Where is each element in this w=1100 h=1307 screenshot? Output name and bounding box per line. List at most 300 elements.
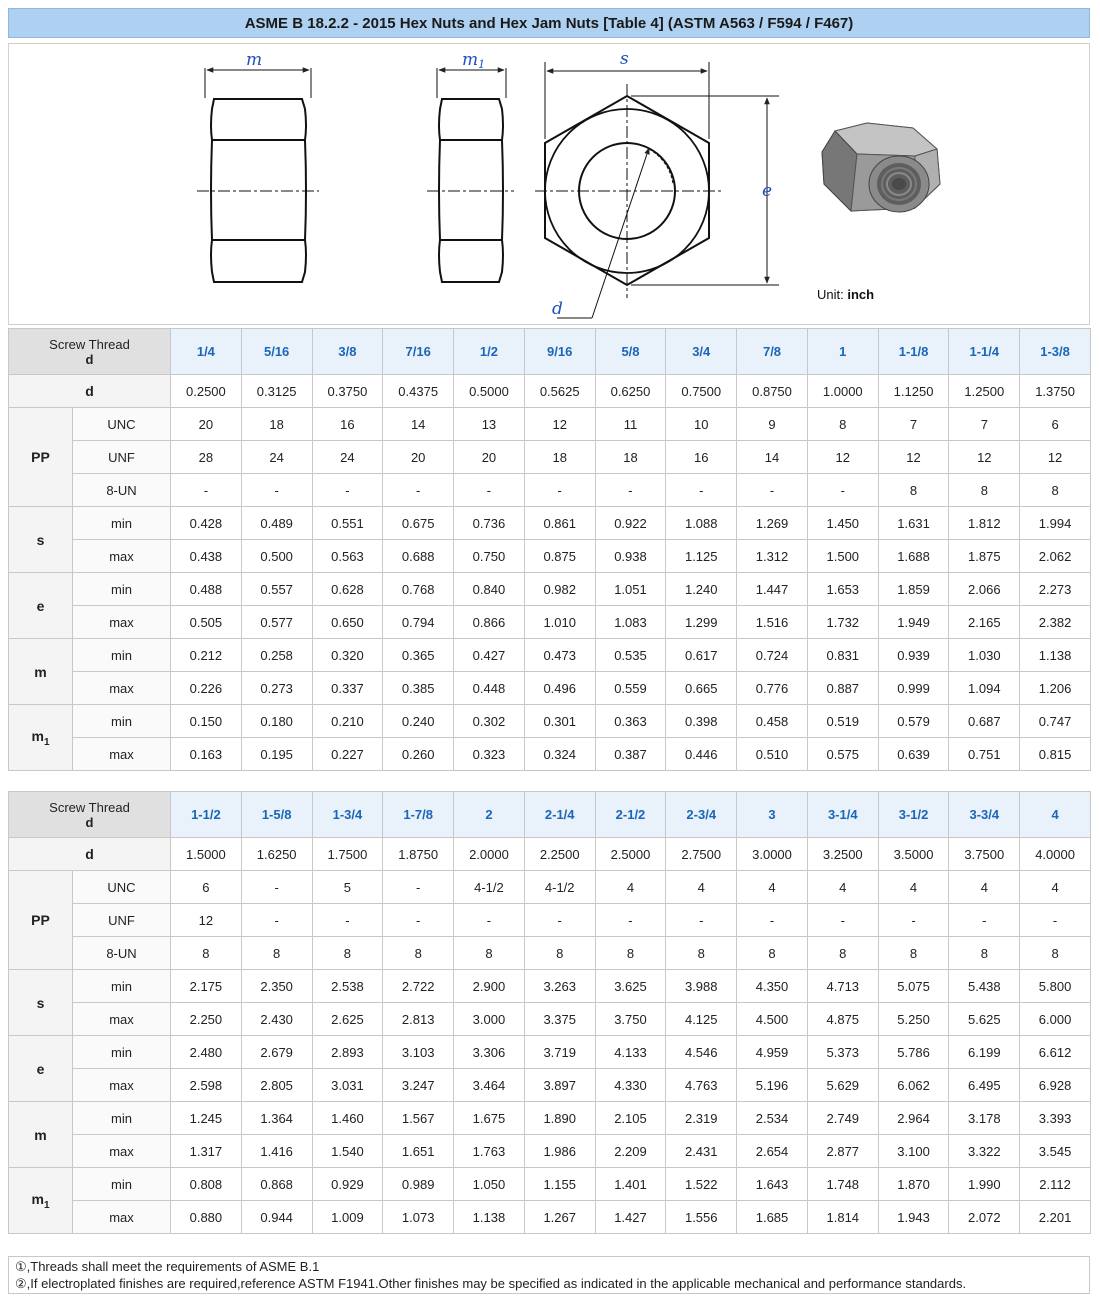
d-value: 3.7500 xyxy=(949,838,1020,871)
m1_max-value: 0.510 xyxy=(737,738,808,771)
e_max-value: 0.505 xyxy=(171,606,242,639)
spec-table-2 xyxy=(8,791,1091,1234)
e_max-value: 6.062 xyxy=(878,1069,949,1102)
e_max-value: 5.196 xyxy=(737,1069,808,1102)
e_max-value: 3.031 xyxy=(312,1069,383,1102)
m1_max-value: 2.072 xyxy=(949,1201,1020,1234)
s_max-value: 3.750 xyxy=(595,1003,666,1036)
sub-label-m1_min: min xyxy=(73,1168,171,1201)
e_min-value: 5.786 xyxy=(878,1036,949,1069)
m1-row xyxy=(9,1168,1091,1201)
unf-value: - xyxy=(737,904,808,937)
d-value: 2.2500 xyxy=(524,838,595,871)
d-value: 2.5000 xyxy=(595,838,666,871)
s_max-value: 1.688 xyxy=(878,540,949,573)
e_min-value: 4.959 xyxy=(737,1036,808,1069)
m_min-value: 0.831 xyxy=(807,639,878,672)
m1_max-value: 0.880 xyxy=(171,1201,242,1234)
s_max-value: 5.250 xyxy=(878,1003,949,1036)
size-header: 7/8 xyxy=(737,329,808,375)
m_min-value: 0.365 xyxy=(383,639,454,672)
unc-value: - xyxy=(383,871,454,904)
s_min-value: 1.088 xyxy=(666,507,737,540)
m_max-value: 0.559 xyxy=(595,672,666,705)
d-value: 0.5625 xyxy=(524,375,595,408)
m1_min-value: 0.519 xyxy=(807,705,878,738)
m_max-value: 0.337 xyxy=(312,672,383,705)
e_max-value: 3.897 xyxy=(524,1069,595,1102)
size-header: 1-3/4 xyxy=(312,792,383,838)
row-label-e: e xyxy=(9,573,73,639)
e_max-value: 0.794 xyxy=(383,606,454,639)
m_min-value: 1.567 xyxy=(383,1102,454,1135)
un8-value: - xyxy=(171,474,242,507)
un8-value: 8 xyxy=(171,937,242,970)
size-header: 3/4 xyxy=(666,329,737,375)
unc-value: 4 xyxy=(1020,871,1091,904)
unf-value: 12 xyxy=(949,441,1020,474)
m1_max-value: 0.446 xyxy=(666,738,737,771)
m1_min-value: 1.990 xyxy=(949,1168,1020,1201)
un8-value: 8 xyxy=(454,937,525,970)
e_min-value: 6.199 xyxy=(949,1036,1020,1069)
screw-thread-label: Screw Thread xyxy=(49,799,130,815)
sub-label-s_min: min xyxy=(73,507,171,540)
nut-drawings xyxy=(9,44,1089,324)
unf-value: 12 xyxy=(1020,441,1091,474)
s_min-value: 2.900 xyxy=(454,970,525,1003)
unc-value: 4 xyxy=(878,871,949,904)
row-label-d: d xyxy=(9,375,171,408)
e_min-value: 2.066 xyxy=(949,573,1020,606)
e_max-value: 2.165 xyxy=(949,606,1020,639)
un8-value: - xyxy=(383,474,454,507)
sub-label-unc: UNC xyxy=(73,408,171,441)
m_max-value: 3.100 xyxy=(878,1135,949,1168)
m_min-value: 2.319 xyxy=(666,1102,737,1135)
s_max-value: 1.500 xyxy=(807,540,878,573)
e_min-value: 6.612 xyxy=(1020,1036,1091,1069)
un8-value: 8 xyxy=(383,937,454,970)
unf-value: 16 xyxy=(666,441,737,474)
s_max-value: 3.000 xyxy=(454,1003,525,1036)
s_max-value: 0.563 xyxy=(312,540,383,573)
m_min-value: 1.890 xyxy=(524,1102,595,1135)
m1_min-value: 0.240 xyxy=(383,705,454,738)
e_max-value: 0.577 xyxy=(241,606,312,639)
m_min-value: 2.749 xyxy=(807,1102,878,1135)
sub-label-s_max: max xyxy=(73,1003,171,1036)
row-label-d: d xyxy=(9,838,171,871)
unf-value: 24 xyxy=(241,441,312,474)
unc-value: 8 xyxy=(807,408,878,441)
e_min-value: 2.480 xyxy=(171,1036,242,1069)
m1-base: m xyxy=(31,1190,44,1207)
s_min-value: 1.269 xyxy=(737,507,808,540)
m1_max-value: 0.751 xyxy=(949,738,1020,771)
unc-value: 4-1/2 xyxy=(524,871,595,904)
m1_max-value: 2.201 xyxy=(1020,1201,1091,1234)
unc-value: - xyxy=(241,871,312,904)
e_max-value: 6.928 xyxy=(1020,1069,1091,1102)
unc-value: 5 xyxy=(312,871,383,904)
unf-value: 18 xyxy=(595,441,666,474)
row-label-pp: PP xyxy=(9,871,73,970)
un8-value: 8 xyxy=(949,937,1020,970)
m1_max-value: 0.260 xyxy=(383,738,454,771)
e_min-value: 1.447 xyxy=(737,573,808,606)
s_min-value: 1.450 xyxy=(807,507,878,540)
unf-value: - xyxy=(383,904,454,937)
m_min-value: 2.964 xyxy=(878,1102,949,1135)
m_max-value: 0.448 xyxy=(454,672,525,705)
un8-value: - xyxy=(312,474,383,507)
unc-value: 11 xyxy=(595,408,666,441)
s_min-value: 3.263 xyxy=(524,970,595,1003)
unc-value: 4 xyxy=(737,871,808,904)
sub-label-un8: 8-UN xyxy=(73,474,171,507)
m_min-value: 1.030 xyxy=(949,639,1020,672)
m1_min-value: 1.870 xyxy=(878,1168,949,1201)
e_max-value: 1.516 xyxy=(737,606,808,639)
s_max-value: 2.625 xyxy=(312,1003,383,1036)
m_min-value: 1.364 xyxy=(241,1102,312,1135)
m1-row xyxy=(9,705,1091,738)
e_min-value: 0.488 xyxy=(171,573,242,606)
s_max-value: 0.750 xyxy=(454,540,525,573)
m1_max-value: 1.814 xyxy=(807,1201,878,1234)
d-value: 0.2500 xyxy=(171,375,242,408)
m1_max-value: 1.556 xyxy=(666,1201,737,1234)
m-row xyxy=(9,639,1091,672)
s_min-value: 0.675 xyxy=(383,507,454,540)
m_max-value: 0.776 xyxy=(737,672,808,705)
unit-note: Unit: inch xyxy=(817,287,875,302)
e-row xyxy=(9,1069,1091,1102)
d-value: 4.0000 xyxy=(1020,838,1091,871)
e_max-value: 5.629 xyxy=(807,1069,878,1102)
size-header: 3 xyxy=(737,792,808,838)
e_max-value: 4.330 xyxy=(595,1069,666,1102)
jam-nut-side-view xyxy=(427,68,514,282)
m_max-value: 1.206 xyxy=(1020,672,1091,705)
d-value: 0.8750 xyxy=(737,375,808,408)
d-value: 3.0000 xyxy=(737,838,808,871)
m1_max-value: 0.944 xyxy=(241,1201,312,1234)
s-row xyxy=(9,507,1091,540)
m1_min-value: 0.398 xyxy=(666,705,737,738)
unf-value: - xyxy=(949,904,1020,937)
s_min-value: 0.489 xyxy=(241,507,312,540)
un8-value: - xyxy=(737,474,808,507)
m_min-value: 2.534 xyxy=(737,1102,808,1135)
e_min-value: 1.859 xyxy=(878,573,949,606)
s_max-value: 4.125 xyxy=(666,1003,737,1036)
unf-value: 20 xyxy=(454,441,525,474)
e_min-value: 0.768 xyxy=(383,573,454,606)
size-header: 5/8 xyxy=(595,329,666,375)
un8-value: 8 xyxy=(1020,474,1091,507)
m_max-value: 0.385 xyxy=(383,672,454,705)
row-label-s: s xyxy=(9,507,73,573)
s_min-value: 5.438 xyxy=(949,970,1020,1003)
un8-value: 8 xyxy=(737,937,808,970)
d-value: 2.7500 xyxy=(666,838,737,871)
m1-subscript: 1 xyxy=(43,736,50,748)
e_min-value: 0.840 xyxy=(454,573,525,606)
s_min-value: 4.713 xyxy=(807,970,878,1003)
s_max-value: 5.625 xyxy=(949,1003,1020,1036)
unf-value: 18 xyxy=(524,441,595,474)
un8-value: 8 xyxy=(1020,937,1091,970)
sub-label-m_max: max xyxy=(73,672,171,705)
e_max-value: 1.732 xyxy=(807,606,878,639)
e_max-value: 6.495 xyxy=(949,1069,1020,1102)
unf-value: 28 xyxy=(171,441,242,474)
size-header: 1-1/4 xyxy=(949,329,1020,375)
sub-label-m1_min: min xyxy=(73,705,171,738)
m1_min-value: 2.112 xyxy=(1020,1168,1091,1201)
s_min-value: 0.428 xyxy=(171,507,242,540)
sub-label-s_max: max xyxy=(73,540,171,573)
unf-value: - xyxy=(807,904,878,937)
e_max-value: 1.010 xyxy=(524,606,595,639)
s_min-value: 2.722 xyxy=(383,970,454,1003)
s_max-value: 3.375 xyxy=(524,1003,595,1036)
size-header: 5/16 xyxy=(241,329,312,375)
s_max-value: 4.875 xyxy=(807,1003,878,1036)
un8-value: 8 xyxy=(949,474,1020,507)
m_max-value: 1.416 xyxy=(241,1135,312,1168)
m1-subscript: 1 xyxy=(43,1199,50,1211)
pp-row xyxy=(9,937,1091,970)
screw-thread-d-label: d xyxy=(85,351,94,367)
pp-row xyxy=(9,871,1091,904)
row-label-m1 xyxy=(9,705,73,771)
m_max-value: 0.665 xyxy=(666,672,737,705)
m1_min-value: 0.301 xyxy=(524,705,595,738)
e_min-value: 5.373 xyxy=(807,1036,878,1069)
size-header: 3-3/4 xyxy=(949,792,1020,838)
e-row xyxy=(9,606,1091,639)
screw-thread-header xyxy=(9,792,171,838)
footnotes xyxy=(8,1256,1090,1294)
e_min-value: 0.628 xyxy=(312,573,383,606)
unc-value: 4 xyxy=(595,871,666,904)
d-row xyxy=(9,375,1091,408)
unc-value: 6 xyxy=(1020,408,1091,441)
dim-label-m: m xyxy=(246,50,263,70)
size-header: 1-1/8 xyxy=(878,329,949,375)
unc-value: 16 xyxy=(312,408,383,441)
m1_max-value: 0.323 xyxy=(454,738,525,771)
screw-thread-label: Screw Thread xyxy=(49,336,130,352)
sub-label-e_max: max xyxy=(73,606,171,639)
d-value: 1.7500 xyxy=(312,838,383,871)
m1_max-value: 0.575 xyxy=(807,738,878,771)
e_min-value: 0.982 xyxy=(524,573,595,606)
unf-value: 12 xyxy=(807,441,878,474)
dim-label-e: e xyxy=(762,181,773,201)
d-value: 0.7500 xyxy=(666,375,737,408)
e_max-value: 2.382 xyxy=(1020,606,1091,639)
unf-value: - xyxy=(312,904,383,937)
m-row xyxy=(9,1102,1091,1135)
unc-value: 4 xyxy=(666,871,737,904)
m1_min-value: 0.150 xyxy=(171,705,242,738)
size-header: 4 xyxy=(1020,792,1091,838)
size-header: 1-5/8 xyxy=(241,792,312,838)
size-header: 1/4 xyxy=(171,329,242,375)
m-row xyxy=(9,672,1091,705)
sub-label-m_max: max xyxy=(73,1135,171,1168)
footnote-2: ②,If electroplated finishes are required,reference ASTM F1941.Other finishes may be specified as indicated in the applicable mechanical and performance standards. xyxy=(15,1276,967,1291)
m1-base: m xyxy=(31,727,44,744)
e_min-value: 0.557 xyxy=(241,573,312,606)
m_min-value: 1.245 xyxy=(171,1102,242,1135)
unc-value: 4-1/2 xyxy=(454,871,525,904)
d-value: 1.1250 xyxy=(878,375,949,408)
s-row xyxy=(9,970,1091,1003)
screw-thread-header xyxy=(9,329,171,375)
s_min-value: 0.861 xyxy=(524,507,595,540)
m1_min-value: 1.155 xyxy=(524,1168,595,1201)
header-row xyxy=(9,329,1091,375)
unf-value: - xyxy=(1020,904,1091,937)
pp-row xyxy=(9,474,1091,507)
unf-value: - xyxy=(878,904,949,937)
d-value: 0.5000 xyxy=(454,375,525,408)
m1_max-value: 0.195 xyxy=(241,738,312,771)
e_max-value: 2.598 xyxy=(171,1069,242,1102)
m1_min-value: 1.050 xyxy=(454,1168,525,1201)
d-value: 1.2500 xyxy=(949,375,1020,408)
d-value: 1.5000 xyxy=(171,838,242,871)
m1-row xyxy=(9,1201,1091,1234)
e_min-value: 1.051 xyxy=(595,573,666,606)
m_max-value: 0.273 xyxy=(241,672,312,705)
un8-value: 8 xyxy=(241,937,312,970)
row-label-m: m xyxy=(9,639,73,705)
spec-table-1 xyxy=(8,328,1091,771)
m1_min-value: 0.808 xyxy=(171,1168,242,1201)
s-row xyxy=(9,1003,1091,1036)
e-row xyxy=(9,573,1091,606)
un8-value: 8 xyxy=(878,474,949,507)
m1_min-value: 0.579 xyxy=(878,705,949,738)
unc-value: 4 xyxy=(807,871,878,904)
s_max-value: 0.438 xyxy=(171,540,242,573)
s_max-value: 6.000 xyxy=(1020,1003,1091,1036)
s_min-value: 0.736 xyxy=(454,507,525,540)
m1_max-value: 1.685 xyxy=(737,1201,808,1234)
m1_min-value: 1.643 xyxy=(737,1168,808,1201)
m_max-value: 0.999 xyxy=(878,672,949,705)
unf-value: 14 xyxy=(737,441,808,474)
m1_min-value: 0.687 xyxy=(949,705,1020,738)
e_max-value: 2.805 xyxy=(241,1069,312,1102)
e_max-value: 0.650 xyxy=(312,606,383,639)
m_min-value: 0.535 xyxy=(595,639,666,672)
sub-label-unc: UNC xyxy=(73,871,171,904)
unf-value: - xyxy=(595,904,666,937)
unc-value: 18 xyxy=(241,408,312,441)
m_max-value: 1.763 xyxy=(454,1135,525,1168)
m1_max-value: 0.387 xyxy=(595,738,666,771)
e_max-value: 4.763 xyxy=(666,1069,737,1102)
e_min-value: 4.546 xyxy=(666,1036,737,1069)
m_min-value: 0.320 xyxy=(312,639,383,672)
m_max-value: 0.226 xyxy=(171,672,242,705)
dim-label-d: d xyxy=(552,299,563,319)
s_min-value: 0.922 xyxy=(595,507,666,540)
row-label-s: s xyxy=(9,970,73,1036)
size-header: 3/8 xyxy=(312,329,383,375)
m_min-value: 1.675 xyxy=(454,1102,525,1135)
sub-label-un8: 8-UN xyxy=(73,937,171,970)
s_max-value: 0.500 xyxy=(241,540,312,573)
row-label-m1 xyxy=(9,1168,73,1234)
m_min-value: 0.212 xyxy=(171,639,242,672)
m_max-value: 1.094 xyxy=(949,672,1020,705)
unc-value: 4 xyxy=(949,871,1020,904)
m1_min-value: 0.989 xyxy=(383,1168,454,1201)
m1_max-value: 0.163 xyxy=(171,738,242,771)
m_max-value: 1.540 xyxy=(312,1135,383,1168)
nut-3d-image xyxy=(822,123,940,212)
e_max-value: 3.247 xyxy=(383,1069,454,1102)
hex-nut-side-view xyxy=(197,68,319,282)
m1_min-value: 0.180 xyxy=(241,705,312,738)
size-header: 2-1/4 xyxy=(524,792,595,838)
sub-label-unf: UNF xyxy=(73,904,171,937)
footnote-1: ①,Threads shall meet the requirements of ASME B.1 xyxy=(15,1259,320,1274)
m_max-value: 0.887 xyxy=(807,672,878,705)
un8-value: 8 xyxy=(666,937,737,970)
sub-label-m_min: min xyxy=(73,639,171,672)
d-value: 1.0000 xyxy=(807,375,878,408)
pp-row xyxy=(9,441,1091,474)
un8-value: 8 xyxy=(524,937,595,970)
e_max-value: 1.299 xyxy=(666,606,737,639)
sub-label-unf: UNF xyxy=(73,441,171,474)
unf-value: 12 xyxy=(171,904,242,937)
size-header: 1-3/8 xyxy=(1020,329,1091,375)
m_max-value: 3.545 xyxy=(1020,1135,1091,1168)
pp-row xyxy=(9,408,1091,441)
m_max-value: 2.431 xyxy=(666,1135,737,1168)
size-header: 1/2 xyxy=(454,329,525,375)
m1_max-value: 0.639 xyxy=(878,738,949,771)
e_min-value: 3.306 xyxy=(454,1036,525,1069)
sub-label-m_min: min xyxy=(73,1102,171,1135)
size-header: 2 xyxy=(454,792,525,838)
m1_min-value: 0.929 xyxy=(312,1168,383,1201)
un8-value: 8 xyxy=(878,937,949,970)
sub-label-m1_max: max xyxy=(73,738,171,771)
unc-value: 13 xyxy=(454,408,525,441)
size-header: 1-7/8 xyxy=(383,792,454,838)
s_max-value: 2.062 xyxy=(1020,540,1091,573)
d-value: 1.6250 xyxy=(241,838,312,871)
m1_max-value: 0.227 xyxy=(312,738,383,771)
unf-value: - xyxy=(524,904,595,937)
pp-row xyxy=(9,904,1091,937)
page-title: ASME B 18.2.2 - 2015 Hex Nuts and Hex Jam Nuts [Table 4] (ASTM A563 / F594 / F467) xyxy=(8,8,1090,38)
s_max-value: 0.938 xyxy=(595,540,666,573)
un8-value: 8 xyxy=(595,937,666,970)
m1_min-value: 1.748 xyxy=(807,1168,878,1201)
